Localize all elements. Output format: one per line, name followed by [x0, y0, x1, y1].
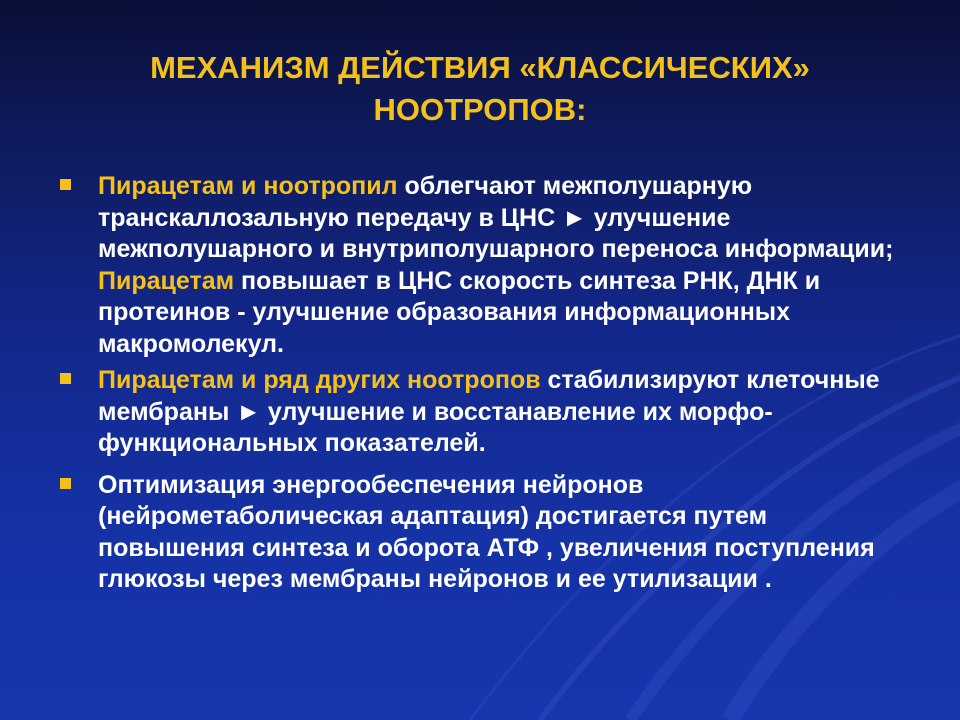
bullet-1-text-1: облегчают межполушарную транскаллозальную передачу в ЦНС ► улучшение межполушарного и внутриполушарного переноса информации; — [98, 172, 894, 263]
square-bullet-icon — [60, 373, 71, 384]
square-bullet-icon — [60, 179, 71, 190]
bullet-3-text-1: Оптимизация энергообеспечения нейронов (нейрометаболическая адаптация) достигается путем повышения синтеза и оборота АТФ , увеличения поступления глюкозы через мембраны нейронов и ее утилизации . — [98, 470, 875, 593]
bullet-1-text-2: повышает в ЦНС скорость синтеза РНК, ДНК и протеинов - улучшение образования информационных макромолекул. — [98, 266, 821, 358]
bullet-item-3 — [60, 470, 910, 596]
square-bullet-icon — [60, 478, 71, 489]
bullet-1-highlight-2: Пирацетам — [98, 266, 235, 295]
bullet-item-1 — [60, 171, 910, 360]
bullet-2-highlight-1: Пирацетам и ряд других ноотропов — [98, 366, 541, 394]
bullet-list — [60, 171, 910, 596]
slide-title — [40, 47, 920, 131]
slide-title-line-2: НООТРОПОВ: — [373, 92, 587, 127]
bullet-2-text-1: стабилизируют клеточные мембраны ► улучшение и восстанавление их морфо-функциональных показателей. — [98, 366, 880, 457]
bullet-1-highlight-1: Пирацетам и ноотропил — [98, 172, 398, 200]
bullet-item-2 — [60, 365, 910, 460]
slide-title-line-1: МЕХАНИЗМ ДЕЙСТВИЯ «КЛАССИЧЕСКИХ» — [150, 50, 810, 85]
